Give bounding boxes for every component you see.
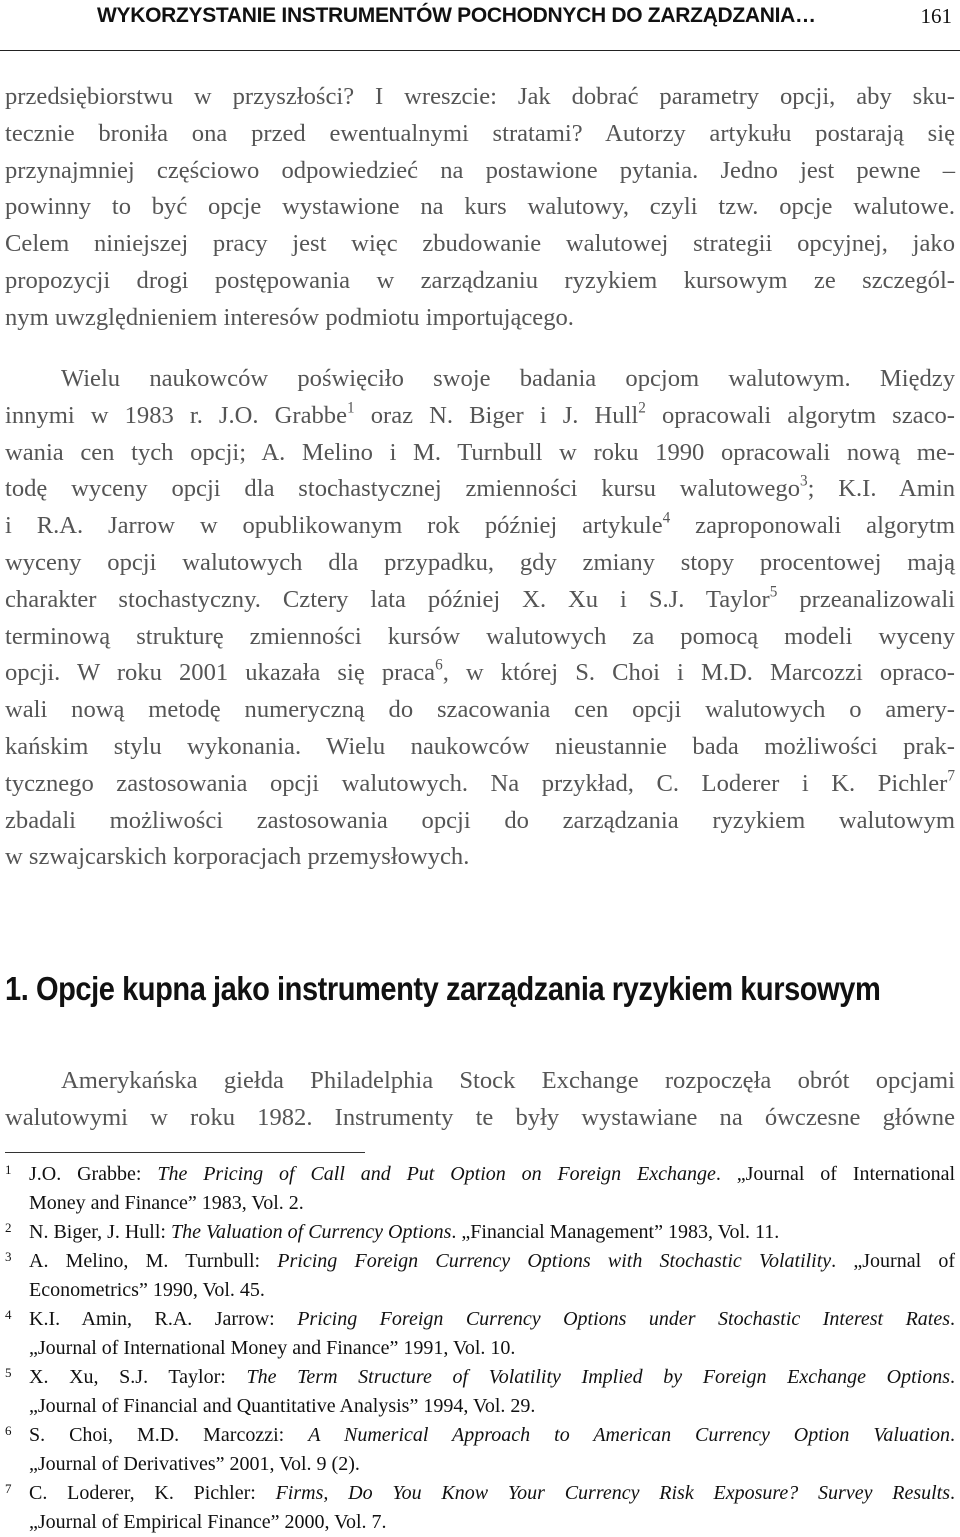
section-heading: 1. Opcje kupna jako instrumenty zarządzania ryzykiem kursowym <box>5 970 881 1007</box>
text-line: todę wyceny opcji dla stochastycznej zmienności kursu walutowego$^3$; K.I. Amin <box>5 472 955 503</box>
footnote-ref: 3 <box>800 472 808 490</box>
page-number: 161 <box>920 4 952 28</box>
section-paragraph <box>5 1063 955 1137</box>
footnote: 6 S. Choi, M.D. Marcozzi: A Numerical Approach to American Currency Option Valuation. „Journal of Derivatives” 2001, Vol. 9 (2). <box>5 1423 955 1475</box>
footnote-ref: 6 <box>435 656 443 674</box>
text-line: wali nową metodę numeryczną do szacowania cen opcji walutowych o amery- <box>5 696 955 724</box>
text-line: kańskim stylu wykonania. Wielu naukowców nieustannie bada możliwości prak- <box>5 732 955 760</box>
text-line: powinny to być opcje wystawione na kurs walutowy, czyli tzw. opcje walutowe. <box>5 193 955 221</box>
footnote: 3 A. Melino, M. Turnbull: Pricing Foreign Currency Options with Stochastic Volatility. „Journal of Econometrics” 1990, Vol. 45. <box>5 1249 955 1301</box>
footnote-separator <box>5 1152 365 1153</box>
text-line: w szwajcarskich korporacjach przemysłowych. <box>5 843 470 871</box>
footnote-number: 5 <box>5 1365 12 1380</box>
running-header <box>0 0 960 52</box>
text-line: charakter stochastyczny. Cztery lata później X. Xu i S.J. Taylor$^5$ przeanalizowali <box>5 583 955 613</box>
running-title: WYKORZYSTANIE INSTRUMENTÓW POCHODNYCH DO ZARZĄDZANIA… <box>97 4 816 27</box>
footnote-number: 7 <box>5 1481 12 1496</box>
footnote-number: 4 <box>5 1307 12 1322</box>
footnote-ref: 7 <box>947 767 955 785</box>
text-line: przynajmniej częściowo odpowiedzieć na postawione pytania. Jedno jest pewne – <box>5 156 955 184</box>
text-line: wyceny opcji walutowych dla przypadku, gdy zmiany stopy procentowej mają <box>5 548 955 576</box>
footnote: 2 N. Biger, J. Hull: The Valuation of Currency Options. „Financial Management” 1983, Vol. 11. <box>5 1220 780 1243</box>
text-line: tycznego zastosowania opcji walutowych. Na przykład, C. Loderer i K. Pichler$^7$ <box>5 767 955 797</box>
text-line: zbadali możliwości zastosowania opcji do zarządzania ryzykiem walutowym <box>5 806 955 834</box>
footnote-number: 2 <box>5 1220 12 1235</box>
text-line: nym uwzględnieniem interesów podmiotu importującego. <box>5 303 574 331</box>
text-line: propozycji drogi postępowania w zarządzaniu ryzykiem kursowym ze szczegól- <box>5 266 955 294</box>
paragraph-2 <box>5 361 955 876</box>
text-line: przedsiębiorstwu w przyszłości? I wreszcie: Jak dobrać parametry opcji, aby sku- <box>5 83 955 110</box>
text-line: terminową strukturę zmienności kursów walutowych za pomocą modeli wyceny <box>5 622 955 650</box>
paragraph-1 <box>5 79 955 337</box>
text-line: Amerykańska giełda Philadelphia Stock Exchange rozpoczęła obrót opcjami <box>61 1067 955 1094</box>
footnote-number: 3 <box>5 1249 12 1264</box>
footnote: 1 J.O. Grabbe: The Pricing of Call and Put Option on Foreign Exchange. „Journal of International Money and Finance” 1983, Vol. 2. <box>5 1162 955 1214</box>
header-rule <box>0 50 960 51</box>
footnote-number: 1 <box>5 1162 12 1177</box>
footnote-ref: 4 <box>662 509 671 527</box>
footnote-number: 6 <box>5 1423 12 1438</box>
text-line: Wielu naukowców poświęciło swoje badania opcjom walutowym. Między <box>61 365 955 392</box>
footnote: 4 K.I. Amin, R.A. Jarrow: Pricing Foreign Currency Options under Stochastic Interest Rates. „Journal of International Money and Finance” 1991, Vol. 10. <box>5 1307 955 1359</box>
footnote-ref: 2 <box>638 399 646 417</box>
footnote: 5 X. Xu, S.J. Taylor: The Term Structure of Volatility Implied by Foreign Exchange Options. „Journal of Financial and Quantitative Analysis” 1994, Vol. 29. <box>5 1365 955 1417</box>
text-line: i R.A. Jarrow w opublikowanym rok później artykule$^4$ zaproponowali algorytm <box>5 509 955 540</box>
footnote-ref: 1 <box>347 399 355 417</box>
text-line: opcji. W roku 2001 ukazała się praca$^6$, w której S. Choi i M.D. Marcozzi opraco- <box>5 656 955 687</box>
text-line: innymi w 1983 r. J.O. Grabbe$^1$ oraz N. Biger i J. Hull$^2$ opracowali algorytm szaco- <box>5 399 955 429</box>
text-line: Celem niniejszej pracy jest więc zbudowanie walutowej strategii opcyjnej, jako <box>5 230 955 258</box>
footnote: 7 C. Loderer, K. Pichler: Firms, Do You Know Your Currency Risk Exposure? Survey Results. „Journal of Empirical Finance” 2000, Vol. 7. <box>5 1481 955 1533</box>
text-line: wania cen tych opcji; A. Melino i M. Turnbull w roku 1990 opracowali nową me- <box>5 438 955 466</box>
footnote-ref: 5 <box>769 583 778 601</box>
text-line: walutowymi w roku 1982. Instrumenty te były wystawiane na ówczesne główne <box>5 1103 955 1131</box>
footnotes <box>5 1160 955 1537</box>
text-line: tecznie broniła ona przed ewentualnymi stratami? Autorzy artykułu postarają się <box>5 119 955 147</box>
